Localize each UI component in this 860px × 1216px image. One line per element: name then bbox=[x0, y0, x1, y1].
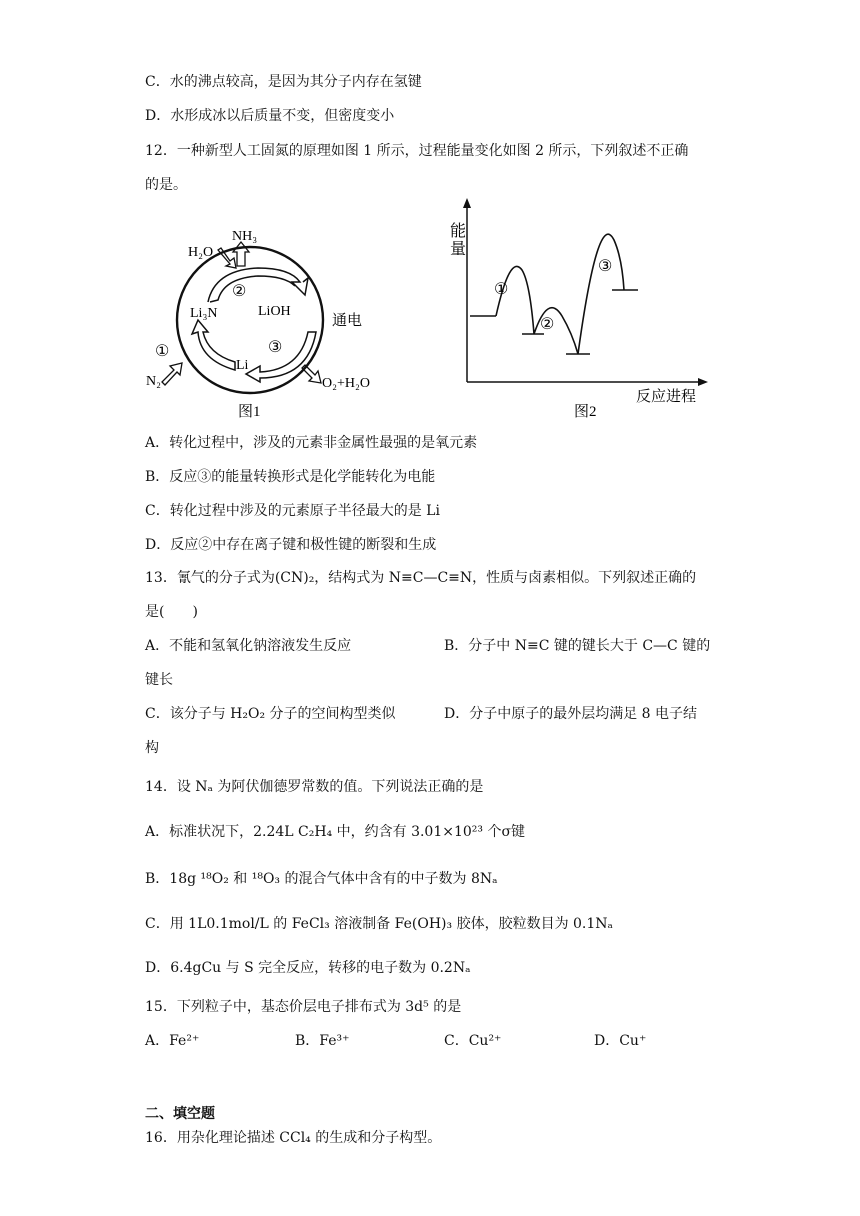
fig1-label-power: 通电 bbox=[332, 313, 363, 329]
q13-option-b: B．分子中 N≡C 键的键长大于 C—C 键的 bbox=[444, 638, 711, 654]
fig1-label-n2: N₂ bbox=[146, 374, 161, 389]
q12-option-b: B．反应③的能量转换形式是化学能转化为电能 bbox=[145, 469, 436, 485]
figure-1-nitrogen-fixation-cycle bbox=[140, 220, 390, 420]
fig1-label-o2h2o: O₂+H₂O bbox=[322, 376, 370, 391]
fig2-circle-1: ① bbox=[494, 281, 509, 298]
fig1-circle-1: ① bbox=[155, 343, 170, 360]
q15-option-a: A．Fe²⁺ bbox=[145, 1033, 200, 1049]
fig1-label-li: Li bbox=[236, 358, 249, 373]
q14-option-d: D．6.4gCu 与 S 完全反应，转移的电子数为 0.2Nₐ bbox=[145, 960, 471, 976]
fig2-xlabel: 反应进程 bbox=[636, 389, 697, 405]
q12-stem-line2: 的是。 bbox=[145, 177, 187, 193]
fig2-caption: 图2 bbox=[574, 404, 597, 420]
fig1-label-h2o: H₂O bbox=[188, 245, 214, 260]
q12-option-d: D．反应②中存在离子键和极性键的断裂和生成 bbox=[145, 537, 437, 553]
fig2-circle-3: ③ bbox=[598, 258, 613, 275]
q13-stem-line1: 13．氰气的分子式为(CN)₂，结构式为 N≡C—C≡N，性质与卤素相似。下列叙述正确的 bbox=[145, 570, 697, 586]
q13-option-d: D．分子中原子的最外层均满足 8 电子结 bbox=[444, 706, 698, 722]
q15-option-d: D．Cu⁺ bbox=[594, 1033, 647, 1049]
q12-stem-line1: 12．一种新型人工固氮的原理如图 1 所示，过程能量变化如图 2 所示，下列叙述不正确 bbox=[145, 143, 689, 159]
fig1-label-nh3: NH₃ bbox=[232, 229, 258, 244]
q14-option-a: A．标准状况下，2.24L C₂H₄ 中，约含有 3.01×10²³ 个σ键 bbox=[145, 824, 526, 840]
q13-stem-line2: 是( ) bbox=[145, 604, 198, 620]
fig2-circle-2: ② bbox=[540, 316, 555, 333]
q15-option-b: B．Fe³⁺ bbox=[295, 1033, 350, 1049]
figure-2-energy-profile bbox=[440, 198, 720, 423]
q12-option-c: C．转化过程中涉及的元素原子半径最大的是 Li bbox=[145, 503, 440, 519]
fig2-ylabel-1: 能 bbox=[450, 223, 467, 240]
section-title-fill-in: 二、填空题 bbox=[145, 1106, 215, 1122]
q14-stem: 14．设 Nₐ 为阿伏伽德罗常数的值。下列说法正确的是 bbox=[145, 779, 484, 795]
q11-option-d: D．水形成冰以后质量不变，但密度变小 bbox=[145, 108, 395, 124]
q14-option-c: C．用 1L0.1mol/L 的 FeCl₃ 溶液制备 Fe(OH)₃ 胶体，胶粒数目为 0.1Nₐ bbox=[145, 916, 613, 932]
q15-stem: 15．下列粒子中，基态价层电子排布式为 3d⁵ 的是 bbox=[145, 999, 462, 1015]
q13-option-a: A．不能和氢氧化钠溶液发生反应 bbox=[145, 638, 352, 654]
q13-option-d-cont: 构 bbox=[145, 740, 159, 756]
q11-option-c: C．水的沸点较高，是因为其分子内存在氢键 bbox=[145, 74, 422, 90]
q12-option-a: A．转化过程中，涉及的元素非金属性最强的是氧元素 bbox=[145, 435, 478, 451]
fig1-caption: 图1 bbox=[238, 404, 261, 420]
q13-option-c: C．该分子与 H₂O₂ 分子的空间构型类似 bbox=[145, 706, 396, 722]
fig2-ylabel-2: 量 bbox=[450, 241, 467, 258]
fig1-circle-3: ③ bbox=[268, 339, 283, 356]
q13-option-b-cont: 键长 bbox=[145, 672, 173, 688]
fig1-label-lioh: LiOH bbox=[258, 304, 291, 319]
q15-option-c: C．Cu²⁺ bbox=[444, 1033, 502, 1049]
fig1-circle-2: ② bbox=[232, 283, 247, 300]
q14-option-b: B．18g ¹⁸O₂ 和 ¹⁸O₃ 的混合气体中含有的中子数为 8Nₐ bbox=[145, 871, 498, 887]
q16-stem: 16．用杂化理论描述 CCl₄ 的生成和分子构型。 bbox=[145, 1130, 442, 1146]
fig1-label-li3n: Li₃N bbox=[190, 306, 218, 321]
